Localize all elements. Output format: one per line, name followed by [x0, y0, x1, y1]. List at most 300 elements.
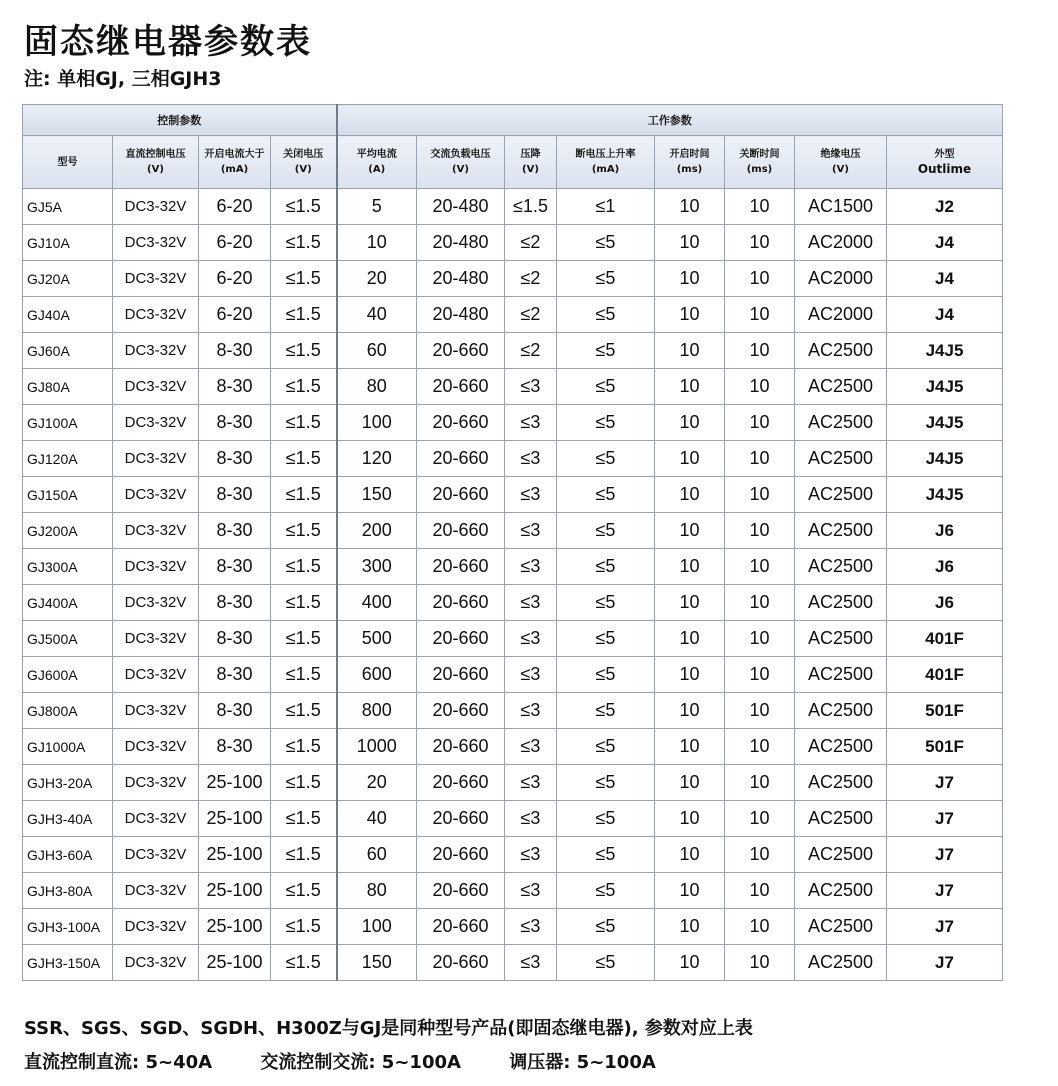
table-cell: 10 [655, 945, 725, 981]
footer-ac-range: 交流控制交流: 5~100A [260, 1052, 461, 1073]
table-cell: GJ10A [23, 225, 113, 261]
table-cell: J7 [887, 909, 1003, 945]
table-cell: ≤1.5 [271, 693, 337, 729]
table-cell: 25-100 [199, 837, 271, 873]
table-cell: 8-30 [199, 333, 271, 369]
table-row [23, 189, 1003, 225]
table-cell: GJ1000A [23, 729, 113, 765]
table-cell: DC3-32V [113, 945, 199, 981]
table-cell: 10 [725, 585, 795, 621]
table-cell: 10 [655, 657, 725, 693]
table-cell: ≤1.5 [271, 261, 337, 297]
table-cell: 501F [887, 693, 1003, 729]
table-cell: ≤5 [557, 801, 655, 837]
table-cell: 25-100 [199, 873, 271, 909]
table-cell: DC3-32V [113, 405, 199, 441]
column-header-label: 平均电流 [356, 149, 397, 160]
table-cell: 10 [725, 801, 795, 837]
table-cell: ≤2 [505, 261, 557, 297]
table-cell: 60 [337, 333, 417, 369]
table-cell: ≤5 [557, 333, 655, 369]
table-cell: 10 [655, 297, 725, 333]
table-cell: GJH3-20A [23, 765, 113, 801]
table-cell: 300 [337, 549, 417, 585]
table-cell: 10 [725, 441, 795, 477]
table-cell: DC3-32V [113, 477, 199, 513]
column-header-label: 交流负载电压 [430, 149, 491, 160]
table-cell: ≤5 [557, 873, 655, 909]
table-cell: DC3-32V [113, 333, 199, 369]
table-cell: GJ600A [23, 657, 113, 693]
table-cell: 10 [655, 729, 725, 765]
table-cell: ≤3 [505, 405, 557, 441]
table-cell: 401F [887, 621, 1003, 657]
column-header [199, 136, 271, 189]
table-cell: J6 [887, 549, 1003, 585]
group-control-header: 控制参数 [23, 105, 337, 136]
column-header-unit: (V) [452, 164, 469, 175]
table-cell: ≤3 [505, 369, 557, 405]
table-cell: 20-660 [417, 729, 505, 765]
table-cell: AC2500 [795, 405, 887, 441]
table-cell: 10 [725, 837, 795, 873]
table-cell: AC2500 [795, 657, 887, 693]
table-cell: 10 [655, 405, 725, 441]
table-cell: DC3-32V [113, 513, 199, 549]
table-cell: 10 [655, 801, 725, 837]
table-cell: ≤1.5 [271, 765, 337, 801]
table-cell: 400 [337, 585, 417, 621]
table-row [23, 693, 1003, 729]
table-cell: ≤2 [505, 333, 557, 369]
table-row [23, 657, 1003, 693]
table-cell: GJ300A [23, 549, 113, 585]
table-cell: GJH3-60A [23, 837, 113, 873]
column-header-label: 直流控制电压 [125, 149, 186, 160]
table-cell: ≤1.5 [271, 801, 337, 837]
table-row [23, 333, 1003, 369]
table-cell: DC3-32V [113, 873, 199, 909]
table-cell: GJ150A [23, 477, 113, 513]
table-cell: 10 [725, 657, 795, 693]
table-cell: GJ5A [23, 189, 113, 225]
table-cell: 10 [725, 477, 795, 513]
table-cell: AC1500 [795, 189, 887, 225]
table-cell: ≤5 [557, 297, 655, 333]
table-row [23, 513, 1003, 549]
table-cell: AC2500 [795, 945, 887, 981]
column-header-unit: (ms) [676, 164, 703, 175]
table-cell: 8-30 [199, 405, 271, 441]
table-cell: ≤5 [557, 909, 655, 945]
table-cell: 10 [655, 477, 725, 513]
table-cell: ≤3 [505, 801, 557, 837]
table-cell: 5 [337, 189, 417, 225]
table-cell: ≤5 [557, 765, 655, 801]
table-cell: 10 [655, 261, 725, 297]
table-row [23, 621, 1003, 657]
table-cell: 25-100 [199, 945, 271, 981]
table-cell: DC3-32V [113, 765, 199, 801]
column-header-label: 开启电流大于 [204, 149, 265, 160]
table-cell: DC3-32V [113, 621, 199, 657]
table-cell: 20-660 [417, 333, 505, 369]
table-cell: DC3-32V [113, 225, 199, 261]
table-cell: 20-480 [417, 225, 505, 261]
table-cell: ≤1.5 [271, 657, 337, 693]
table-cell: 10 [725, 621, 795, 657]
column-header [557, 136, 655, 189]
table-row [23, 297, 1003, 333]
table-cell: J4J5 [887, 441, 1003, 477]
table-cell: 10 [655, 369, 725, 405]
table-cell: 8-30 [199, 693, 271, 729]
table-cell: GJ500A [23, 621, 113, 657]
table-cell: ≤5 [557, 729, 655, 765]
table-cell: 600 [337, 657, 417, 693]
table-cell: DC3-32V [113, 693, 199, 729]
table-cell: ≤5 [557, 585, 655, 621]
table-row [23, 909, 1003, 945]
table-cell: 10 [725, 297, 795, 333]
table-cell: AC2500 [795, 837, 887, 873]
table-cell: J7 [887, 765, 1003, 801]
table-cell: 10 [655, 513, 725, 549]
column-header-unit: (V) [294, 164, 312, 175]
table-cell: GJ120A [23, 441, 113, 477]
footer-note: SSR、SGS、SGD、SGDH、H300Z与GJ是同种型号产品(即固态继电器), 参数对应上表 [24, 1018, 753, 1039]
table-cell: 80 [337, 873, 417, 909]
table-cell: ≤2 [505, 225, 557, 261]
table-cell: 8-30 [199, 513, 271, 549]
table-cell: 800 [337, 693, 417, 729]
table-cell: 10 [655, 873, 725, 909]
table-cell: ≤3 [505, 477, 557, 513]
table-cell: DC3-32V [113, 801, 199, 837]
table-cell: ≤1.5 [271, 513, 337, 549]
column-header [337, 136, 417, 189]
footer-dc-range: 直流控制直流: 5~40A [24, 1052, 213, 1073]
table-cell: J6 [887, 585, 1003, 621]
column-header-unit: (mA) [591, 164, 620, 175]
table-cell: ≤2 [505, 297, 557, 333]
table-cell: ≤5 [557, 657, 655, 693]
table-cell: ≤5 [557, 441, 655, 477]
table-cell: ≤3 [505, 621, 557, 657]
table-cell: 20-660 [417, 765, 505, 801]
table-cell: ≤5 [557, 369, 655, 405]
table-cell: 20-660 [417, 873, 505, 909]
table-cell: GJH3-150A [23, 945, 113, 981]
table-cell: GJ40A [23, 297, 113, 333]
table-cell: J4 [887, 261, 1003, 297]
table-cell: DC3-32V [113, 189, 199, 225]
table-cell: AC2500 [795, 477, 887, 513]
table-cell: 10 [725, 261, 795, 297]
column-header-unit: (V) [522, 164, 539, 175]
column-header-label: 关断时间 [739, 149, 780, 160]
table-cell: AC2500 [795, 873, 887, 909]
column-header-unit: (mA) [220, 164, 249, 175]
table-cell: ≤5 [557, 621, 655, 657]
table-cell: 6-20 [199, 225, 271, 261]
table-cell: GJ60A [23, 333, 113, 369]
table-cell: ≤3 [505, 693, 557, 729]
table-cell: 20-660 [417, 837, 505, 873]
table-cell: ≤1 [557, 189, 655, 225]
table-cell: 10 [655, 441, 725, 477]
table-cell: 100 [337, 909, 417, 945]
table-cell: AC2500 [795, 693, 887, 729]
table-cell: 20-660 [417, 369, 505, 405]
table-cell: ≤1.5 [271, 189, 337, 225]
table-cell: J2 [887, 189, 1003, 225]
table-cell: ≤1.5 [271, 729, 337, 765]
table-cell: J4 [887, 297, 1003, 333]
table-row [23, 369, 1003, 405]
note: 注: 单相GJ, 三相GJH3 [24, 68, 222, 90]
table-cell: AC2000 [795, 297, 887, 333]
table-cell: AC2500 [795, 729, 887, 765]
table-cell: 100 [337, 405, 417, 441]
table-cell: ≤1.5 [505, 189, 557, 225]
table-cell: 20-660 [417, 909, 505, 945]
table-cell: ≤3 [505, 765, 557, 801]
table-cell: DC3-32V [113, 837, 199, 873]
table-cell: J7 [887, 837, 1003, 873]
table-cell: AC2500 [795, 441, 887, 477]
table-cell: 10 [725, 369, 795, 405]
column-header-label: 开启时间 [669, 149, 710, 160]
table-cell: 200 [337, 513, 417, 549]
table-cell: 10 [337, 225, 417, 261]
table-cell: GJ80A [23, 369, 113, 405]
column-header [417, 136, 505, 189]
table-cell: ≤1.5 [271, 333, 337, 369]
table-cell: 10 [725, 225, 795, 261]
table-cell: ≤1.5 [271, 405, 337, 441]
table-cell: 10 [725, 549, 795, 585]
table-cell: DC3-32V [113, 369, 199, 405]
table-cell: 8-30 [199, 657, 271, 693]
table-cell: DC3-32V [113, 729, 199, 765]
table-cell: 20-660 [417, 477, 505, 513]
table-cell: AC2500 [795, 549, 887, 585]
table-row [23, 441, 1003, 477]
table-cell: ≤3 [505, 513, 557, 549]
table-cell: 150 [337, 945, 417, 981]
table-cell: J4J5 [887, 405, 1003, 441]
table-cell: 20-660 [417, 801, 505, 837]
table-row [23, 729, 1003, 765]
table-cell: ≤1.5 [271, 621, 337, 657]
table-cell: 10 [655, 909, 725, 945]
table-cell: 401F [887, 657, 1003, 693]
table-cell: ≤3 [505, 873, 557, 909]
table-cell: J4J5 [887, 477, 1003, 513]
table-cell: 40 [337, 297, 417, 333]
table-cell: ≤1.5 [271, 585, 337, 621]
table-cell: DC3-32V [113, 441, 199, 477]
table-cell: ≤5 [557, 513, 655, 549]
table-cell: GJ20A [23, 261, 113, 297]
table-cell: 20-660 [417, 585, 505, 621]
column-header-label: 关闭电压 [283, 149, 324, 160]
table-cell: GJH3-40A [23, 801, 113, 837]
table-cell: AC2500 [795, 801, 887, 837]
table-cell: J7 [887, 873, 1003, 909]
table-row [23, 405, 1003, 441]
table-cell: ≤1.5 [271, 441, 337, 477]
table-cell: AC2500 [795, 765, 887, 801]
table-cell: 10 [725, 729, 795, 765]
table-cell: AC2500 [795, 369, 887, 405]
table-cell: 20-660 [417, 621, 505, 657]
table-cell: GJH3-80A [23, 873, 113, 909]
table-cell: 10 [655, 621, 725, 657]
table-cell: ≤5 [557, 261, 655, 297]
table-row [23, 261, 1003, 297]
table-cell: ≤5 [557, 477, 655, 513]
column-header [23, 136, 113, 189]
table-cell: 10 [655, 189, 725, 225]
table-cell: J7 [887, 945, 1003, 981]
table-cell: ≤3 [505, 909, 557, 945]
table-cell: GJ400A [23, 585, 113, 621]
table-cell: 10 [725, 405, 795, 441]
table-cell: 501F [887, 729, 1003, 765]
table-cell: 10 [655, 837, 725, 873]
spec-table [22, 104, 1003, 981]
page-title: 固态继电器参数表 [24, 22, 312, 62]
table-cell: ≤1.5 [271, 945, 337, 981]
table-cell: 8-30 [199, 549, 271, 585]
table-cell: ≤1.5 [271, 369, 337, 405]
table-cell: 500 [337, 621, 417, 657]
table-cell: ≤3 [505, 657, 557, 693]
table-cell: 20 [337, 765, 417, 801]
table-row [23, 585, 1003, 621]
table-cell: 8-30 [199, 729, 271, 765]
table-cell: AC2500 [795, 909, 887, 945]
table-cell: 6-20 [199, 189, 271, 225]
table-row [23, 837, 1003, 873]
table-cell: 20-480 [417, 261, 505, 297]
table-cell: ≤5 [557, 225, 655, 261]
table-cell: ≤3 [505, 837, 557, 873]
column-header [795, 136, 887, 189]
table-cell: GJ200A [23, 513, 113, 549]
table-cell: 8-30 [199, 477, 271, 513]
table-cell: 20-480 [417, 297, 505, 333]
footer-ranges [24, 1048, 698, 1074]
table-cell: ≤5 [557, 693, 655, 729]
column-header-label: 外型 [934, 149, 955, 160]
table-row [23, 801, 1003, 837]
table-cell: AC2500 [795, 333, 887, 369]
column-header-unit: (V) [832, 164, 849, 175]
table-cell: 20-660 [417, 513, 505, 549]
table-cell: 10 [725, 909, 795, 945]
table-cell: ≤1.5 [271, 477, 337, 513]
table-cell: 120 [337, 441, 417, 477]
table-cell: J6 [887, 513, 1003, 549]
footer-regulator-range: 调压器: 5~100A [509, 1052, 656, 1073]
table-cell: GJH3-100A [23, 909, 113, 945]
table-cell: 10 [725, 765, 795, 801]
table-cell: 6-20 [199, 297, 271, 333]
table-cell: 10 [725, 333, 795, 369]
table-cell: GJ800A [23, 693, 113, 729]
table-cell: DC3-32V [113, 549, 199, 585]
column-header-label: 断电压上升率 [575, 149, 636, 160]
table-cell: 10 [655, 225, 725, 261]
column-header-label: 型号 [57, 156, 78, 168]
table-cell: 10 [725, 189, 795, 225]
table-cell: J4J5 [887, 333, 1003, 369]
table-cell: 10 [655, 693, 725, 729]
table-cell: 150 [337, 477, 417, 513]
table-cell: 20-480 [417, 189, 505, 225]
table-cell: ≤1.5 [271, 873, 337, 909]
table-row [23, 549, 1003, 585]
table-cell: ≤3 [505, 585, 557, 621]
table-cell: J4J5 [887, 369, 1003, 405]
table-cell: ≤5 [557, 945, 655, 981]
table-cell: ≤5 [557, 549, 655, 585]
table-cell: 8-30 [199, 441, 271, 477]
table-cell: 20 [337, 261, 417, 297]
table-cell: AC2000 [795, 261, 887, 297]
table-cell: 10 [725, 693, 795, 729]
table-cell: DC3-32V [113, 261, 199, 297]
table-cell: 8-30 [199, 621, 271, 657]
table-cell: J4 [887, 225, 1003, 261]
table-cell: DC3-32V [113, 909, 199, 945]
column-header-unit: Outlime [917, 162, 972, 176]
table-cell: 10 [725, 945, 795, 981]
table-cell: 10 [725, 873, 795, 909]
table-cell: AC2500 [795, 621, 887, 657]
table-cell: 20-660 [417, 693, 505, 729]
table-cell: 20-660 [417, 405, 505, 441]
table-cell: ≤1.5 [271, 297, 337, 333]
column-header-unit: (V) [147, 164, 164, 175]
table-cell: 20-660 [417, 549, 505, 585]
group-work-header: 工作参数 [337, 105, 1003, 136]
table-row [23, 945, 1003, 981]
table-cell: 8-30 [199, 585, 271, 621]
table-cell: AC2500 [795, 585, 887, 621]
table-cell: ≤5 [557, 837, 655, 873]
table-cell: 10 [655, 333, 725, 369]
column-header-label: 压降 [520, 149, 541, 160]
table-cell: 40 [337, 801, 417, 837]
table-row [23, 477, 1003, 513]
table-row [23, 873, 1003, 909]
table-cell: 10 [655, 765, 725, 801]
table-cell: ≤1.5 [271, 225, 337, 261]
table-cell: 10 [655, 549, 725, 585]
table-row [23, 225, 1003, 261]
table-cell: 25-100 [199, 801, 271, 837]
table-cell: 1000 [337, 729, 417, 765]
column-header [113, 136, 199, 189]
table-cell: ≤5 [557, 405, 655, 441]
table-cell: 25-100 [199, 765, 271, 801]
column-header [655, 136, 725, 189]
table-cell: GJ100A [23, 405, 113, 441]
